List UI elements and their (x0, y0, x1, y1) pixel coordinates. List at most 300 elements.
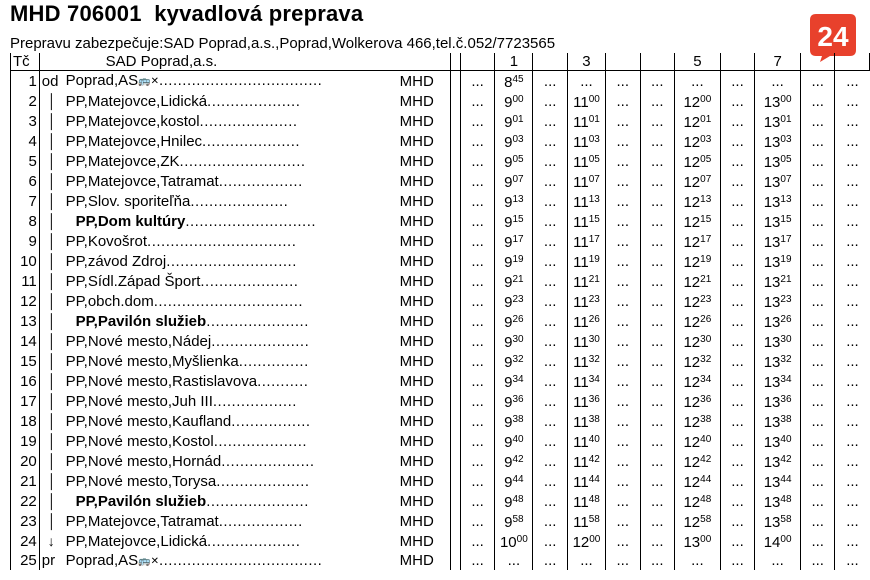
trip-number (606, 53, 640, 71)
departure-time (495, 251, 533, 271)
stop-name-label: PP,Nové mesto,Nádej (65, 332, 212, 350)
time-minute: 30 (588, 334, 600, 345)
stop-name (66, 111, 400, 131)
tariff-mhd: MHD (400, 411, 451, 431)
time-minute: 58 (700, 514, 712, 525)
bus-icon: 🚌 (138, 555, 151, 567)
tariff-mhd: MHD (400, 491, 451, 511)
no-service: ... (800, 231, 834, 251)
stop-mark (39, 211, 65, 231)
no-service: ... (460, 171, 494, 191)
time-minute: 19 (780, 254, 792, 265)
time-hour: 9 (504, 134, 513, 151)
departure-time (755, 511, 801, 531)
stop-name (66, 71, 400, 92)
no-service: ... (533, 251, 567, 271)
leader-dots: .................... (207, 532, 301, 550)
no-service: ... (460, 111, 494, 131)
no-service: ... (606, 391, 640, 411)
time-hour: 12 (683, 454, 701, 471)
table-row (11, 531, 870, 551)
table-row (11, 251, 870, 271)
departure-time (755, 211, 801, 231)
departure-time (675, 171, 721, 191)
no-service: ... (533, 431, 567, 451)
tariff-mhd: MHD (400, 131, 451, 151)
no-service: ... (533, 111, 567, 131)
stop-mark (39, 551, 65, 570)
leader-dots: ..................... (199, 112, 298, 130)
no-service: ... (533, 451, 567, 471)
trip-number: 7 (755, 53, 801, 71)
no-service: ... (800, 211, 834, 231)
route-line-icon: │ (47, 452, 57, 469)
tariff-mhd: MHD (400, 171, 451, 191)
time-minute: 07 (780, 174, 792, 185)
no-service: ... (800, 71, 834, 92)
stop-name-label: PP,Nové mesto,Kaufland (65, 412, 232, 430)
time-hour: 11 (573, 474, 589, 491)
no-service: ... (640, 551, 674, 570)
departure-time (567, 211, 605, 231)
time-hour: 12 (683, 434, 701, 451)
no-service: ... (846, 392, 859, 410)
departure-time (495, 331, 533, 351)
time-minute: 36 (588, 394, 600, 405)
time-minute: 05 (780, 154, 792, 165)
table-row (11, 211, 870, 231)
no-service: ... (640, 311, 674, 331)
no-service: ... (846, 372, 859, 390)
no-service: ... (720, 171, 754, 191)
stop-mark (39, 111, 65, 131)
time-hour: 12 (683, 474, 701, 491)
no-service: ... (640, 491, 674, 511)
stop-name (66, 171, 400, 191)
time-minute: 26 (512, 314, 524, 325)
time-hour: 12 (683, 334, 701, 351)
departure-time (567, 311, 605, 331)
tariff-mhd: MHD (400, 371, 451, 391)
time-hour: 13 (763, 274, 781, 291)
spacer-cell (450, 551, 460, 570)
no-service: ... (846, 112, 859, 130)
no-service: ... (640, 151, 674, 171)
time-minute: 07 (512, 174, 524, 185)
no-service: ... (800, 291, 834, 311)
time-hour: 13 (763, 394, 781, 411)
departure-time (567, 291, 605, 311)
time-hour: 12 (683, 394, 701, 411)
departure-time (495, 351, 533, 371)
time-hour: 12 (683, 114, 701, 131)
tariff-mhd: MHD (400, 531, 451, 551)
leader-dots: ........................... (179, 152, 306, 170)
no-service: ... (720, 151, 754, 171)
spacer-cell (450, 291, 460, 311)
no-service: ... (846, 532, 859, 550)
no-service: ... (460, 511, 494, 531)
stop-mark (39, 191, 65, 211)
no-service: ... (533, 71, 567, 92)
leader-dots: ..................... (200, 272, 299, 290)
time-minute: 40 (780, 434, 792, 445)
leader-dots: .................... (207, 92, 301, 110)
departure-time (567, 491, 605, 511)
stop-number: 15 (11, 351, 40, 371)
cross-icon: ✕ (150, 555, 159, 567)
table-row (11, 331, 870, 351)
stop-name-label: PP,Pavilón služieb (75, 492, 207, 510)
stop-number: 14 (11, 331, 40, 351)
table-row (11, 311, 870, 331)
leader-dots: ..................... (202, 132, 301, 150)
time-hour: 9 (504, 454, 513, 471)
no-service: ... (800, 91, 834, 111)
stop-name (66, 151, 400, 171)
time-hour: 13 (763, 354, 781, 371)
departure-time (755, 531, 801, 551)
departure-time (495, 231, 533, 251)
table-row (11, 411, 870, 431)
no-service: ... (800, 351, 834, 371)
spacer-cell (450, 271, 460, 291)
no-service: ... (720, 411, 754, 431)
stop-name (66, 211, 400, 231)
stop-mark (39, 511, 65, 531)
departure-time (567, 511, 605, 531)
time-hour: 13 (763, 474, 781, 491)
spacer-cell (450, 511, 460, 531)
time-minute: 03 (780, 134, 792, 145)
route-line-icon: │ (47, 352, 57, 369)
no-service: ... (640, 351, 674, 371)
departure-time (675, 411, 721, 431)
no-service: ... (606, 251, 640, 271)
no-service: ... (846, 192, 859, 210)
stop-number: 4 (11, 131, 40, 151)
stop-name-label: PP,Matejovce,ZK (65, 152, 180, 170)
leader-dots: ............................ (185, 212, 317, 230)
no-service: ... (640, 271, 674, 291)
no-service: ... (533, 311, 567, 331)
no-service: ... (640, 71, 674, 92)
stop-mark-label: pr (41, 552, 56, 569)
spacer-cell (450, 251, 460, 271)
carrier-info: Prepravu zabezpečuje:SAD Poprad,a.s.,Poprad,Wolkerova 466,tel.č.052/7723565 (10, 35, 556, 52)
route-line-icon: │ (47, 112, 57, 129)
departure-time (567, 331, 605, 351)
tariff-mhd: MHD (400, 231, 451, 251)
spacer-cell (450, 211, 460, 231)
time-hour: 12 (683, 154, 701, 171)
route-line-icon: │ (47, 252, 57, 269)
stop-name-label: PP,Dom kultúry (75, 212, 186, 230)
departure-time (675, 291, 721, 311)
no-service: ... (460, 471, 494, 491)
time-minute: 58 (780, 514, 792, 525)
no-service: ... (720, 91, 754, 111)
no-service: ... (606, 191, 640, 211)
departure-time (675, 351, 721, 371)
no-service: ... (460, 311, 494, 331)
stop-name (66, 531, 400, 551)
no-service: ... (720, 551, 754, 570)
time-minute: 36 (700, 394, 712, 405)
time-minute: 05 (512, 154, 524, 165)
no-service: ... (640, 171, 674, 191)
departure-time (567, 191, 605, 211)
time-minute: 58 (512, 514, 524, 525)
no-service: ... (640, 471, 674, 491)
stop-name-label: PP,Matejovce,Tatramat (65, 512, 219, 530)
spacer-cell (450, 231, 460, 251)
stop-name (66, 511, 400, 531)
time-hour: 11 (573, 414, 589, 431)
stop-name (66, 311, 400, 331)
time-minute: 03 (700, 134, 712, 145)
no-service: ... (460, 211, 494, 231)
no-service: ... (640, 511, 674, 531)
time-hour: 9 (504, 414, 513, 431)
leader-dots: ................................ (153, 292, 304, 310)
time-hour: 13 (763, 314, 781, 331)
stop-number: 11 (11, 271, 40, 291)
time-hour: 12 (683, 94, 701, 111)
no-service: ... (846, 152, 859, 170)
no-service: ... (720, 471, 754, 491)
route-line-icon: │ (47, 472, 57, 489)
departure-time (675, 91, 721, 111)
no-service: ... (640, 411, 674, 431)
time-minute: 13 (700, 194, 712, 205)
no-service: ... (460, 131, 494, 151)
departure-time (755, 191, 801, 211)
no-service: ... (640, 251, 674, 271)
stop-number: 17 (11, 391, 40, 411)
time-hour: 9 (504, 114, 513, 131)
departure-time (495, 471, 533, 491)
no-service: ... (640, 131, 674, 151)
no-service: ... (720, 251, 754, 271)
spacer-cell (450, 311, 460, 331)
header-carrier: SAD Poprad,a.s. (66, 53, 400, 71)
no-service: ... (533, 411, 567, 431)
time-hour: 11 (573, 114, 589, 131)
departure-time (755, 231, 801, 251)
time-hour: 13 (763, 234, 781, 251)
time-hour: 12 (683, 174, 701, 191)
leader-dots: ...................... (206, 312, 309, 330)
no-service: ... (460, 551, 494, 570)
no-service: ... (606, 551, 640, 570)
tariff-mhd: MHD (400, 271, 451, 291)
stop-name (66, 371, 400, 391)
departure-time (675, 331, 721, 351)
departure-time (495, 171, 533, 191)
no-service: ... (640, 331, 674, 351)
no-service: ... (800, 331, 834, 351)
time-minute: 23 (512, 294, 524, 305)
time-minute: 00 (589, 534, 601, 545)
time-minute: 40 (700, 434, 712, 445)
time-minute: 32 (700, 354, 712, 365)
stop-number: 19 (11, 431, 40, 451)
time-hour: 11 (573, 254, 589, 271)
table-row (11, 511, 870, 531)
no-service: ... (606, 331, 640, 351)
stop-mark (39, 251, 65, 271)
trip-number: 1 (495, 53, 533, 71)
time-hour: 11 (573, 394, 589, 411)
time-minute: 36 (512, 394, 524, 405)
time-hour: 9 (504, 194, 513, 211)
time-minute: 19 (700, 254, 712, 265)
no-service: ... (720, 391, 754, 411)
no-service: ... (460, 151, 494, 171)
tariff-mhd: MHD (400, 91, 451, 111)
no-service: ... (846, 472, 859, 490)
table-row (11, 111, 870, 131)
time-minute: 36 (780, 394, 792, 405)
time-minute: 15 (700, 214, 712, 225)
no-service: ... (720, 491, 754, 511)
time-hour: 9 (504, 334, 513, 351)
stop-mark (39, 491, 65, 511)
time-minute: 00 (780, 534, 792, 545)
trip-number (460, 53, 494, 71)
no-service: ... (800, 271, 834, 291)
stop-number: 1 (11, 71, 40, 92)
time-minute: 21 (512, 274, 524, 285)
tariff-mhd: MHD (400, 551, 451, 570)
time-minute: 40 (512, 434, 524, 445)
table-row (11, 391, 870, 411)
spacer-cell (450, 471, 460, 491)
time-hour: 9 (504, 274, 513, 291)
no-service: ... (460, 351, 494, 371)
time-minute: 38 (588, 414, 600, 425)
tariff-mhd: MHD (400, 211, 451, 231)
tariff-mhd: MHD (400, 451, 451, 471)
departure-time (567, 371, 605, 391)
time-minute: 00 (700, 534, 712, 545)
trip-number (800, 53, 834, 71)
no-service: ... (846, 452, 859, 470)
tariff-mhd: MHD (400, 191, 451, 211)
stop-number: 21 (11, 471, 40, 491)
departure-time (495, 491, 533, 511)
departure-time (675, 271, 721, 291)
tariff-mhd: MHD (400, 511, 451, 531)
spacer-cell (450, 431, 460, 451)
no-service: ... (800, 451, 834, 471)
departure-time (675, 131, 721, 151)
no-service: ... (846, 92, 859, 110)
departure-time (755, 471, 801, 491)
tariff-mhd: MHD (400, 391, 451, 411)
time-hour: 11 (573, 214, 589, 231)
departure-time: ... (675, 71, 721, 92)
no-service: ... (606, 431, 640, 451)
time-hour: 13 (763, 214, 781, 231)
no-service: ... (606, 291, 640, 311)
stop-name-label: PP,Matejovce,Lidická (65, 92, 208, 110)
table-row (11, 291, 870, 311)
no-service: ... (640, 191, 674, 211)
time-minute: 44 (700, 474, 712, 485)
stop-name-label: PP,Slov. sporiteľňa (65, 192, 191, 210)
time-hour: 9 (504, 234, 513, 251)
timetable (10, 53, 870, 570)
trip-number (720, 53, 754, 71)
tariff-mhd: MHD (400, 311, 451, 331)
tariff-mhd: MHD (400, 151, 451, 171)
no-service: ... (846, 352, 859, 370)
table-row (11, 71, 870, 92)
route-line-icon: │ (47, 312, 57, 329)
departure-time (567, 131, 605, 151)
leader-dots: .................. (218, 512, 303, 530)
departure-time (755, 251, 801, 271)
time-minute: 30 (700, 334, 712, 345)
time-minute: 00 (516, 534, 528, 545)
no-service: ... (720, 451, 754, 471)
tariff-mhd: MHD (400, 291, 451, 311)
departure-time (495, 131, 533, 151)
time-hour: 9 (504, 374, 513, 391)
departure-time (495, 371, 533, 391)
departure-time (495, 271, 533, 291)
spacer-cell (450, 131, 460, 151)
table-row (11, 431, 870, 451)
route-line-icon: │ (47, 432, 57, 449)
time-minute: 58 (588, 514, 600, 525)
stop-mark (39, 411, 65, 431)
time-hour: 9 (504, 434, 513, 451)
departure-time (755, 151, 801, 171)
stop-name-label: PP,Nové mesto,Juh III (65, 392, 213, 410)
time-minute: 21 (588, 274, 600, 285)
table-row (11, 351, 870, 371)
no-service: ... (720, 191, 754, 211)
no-service: ... (606, 131, 640, 151)
no-service: ... (533, 191, 567, 211)
spacer-cell (450, 451, 460, 471)
route-line-icon: │ (47, 272, 57, 289)
time-minute: 38 (512, 414, 524, 425)
time-hour: 13 (763, 294, 781, 311)
time-minute: 03 (588, 134, 600, 145)
tariff-mhd: MHD (400, 71, 451, 92)
time-minute: 00 (780, 94, 792, 105)
departure-time (755, 371, 801, 391)
stop-name (66, 351, 400, 371)
time-minute: 17 (700, 234, 712, 245)
stop-number: 22 (11, 491, 40, 511)
no-service: ... (606, 311, 640, 331)
time-minute: 44 (780, 474, 792, 485)
no-service: ... (800, 191, 834, 211)
departure-time (567, 151, 605, 171)
time-hour: 9 (504, 474, 513, 491)
leader-dots: ............... (238, 352, 309, 370)
time-minute: 26 (700, 314, 712, 325)
no-service: ... (460, 371, 494, 391)
departure-time (675, 471, 721, 491)
stop-number: 20 (11, 451, 40, 471)
no-service: ... (606, 351, 640, 371)
